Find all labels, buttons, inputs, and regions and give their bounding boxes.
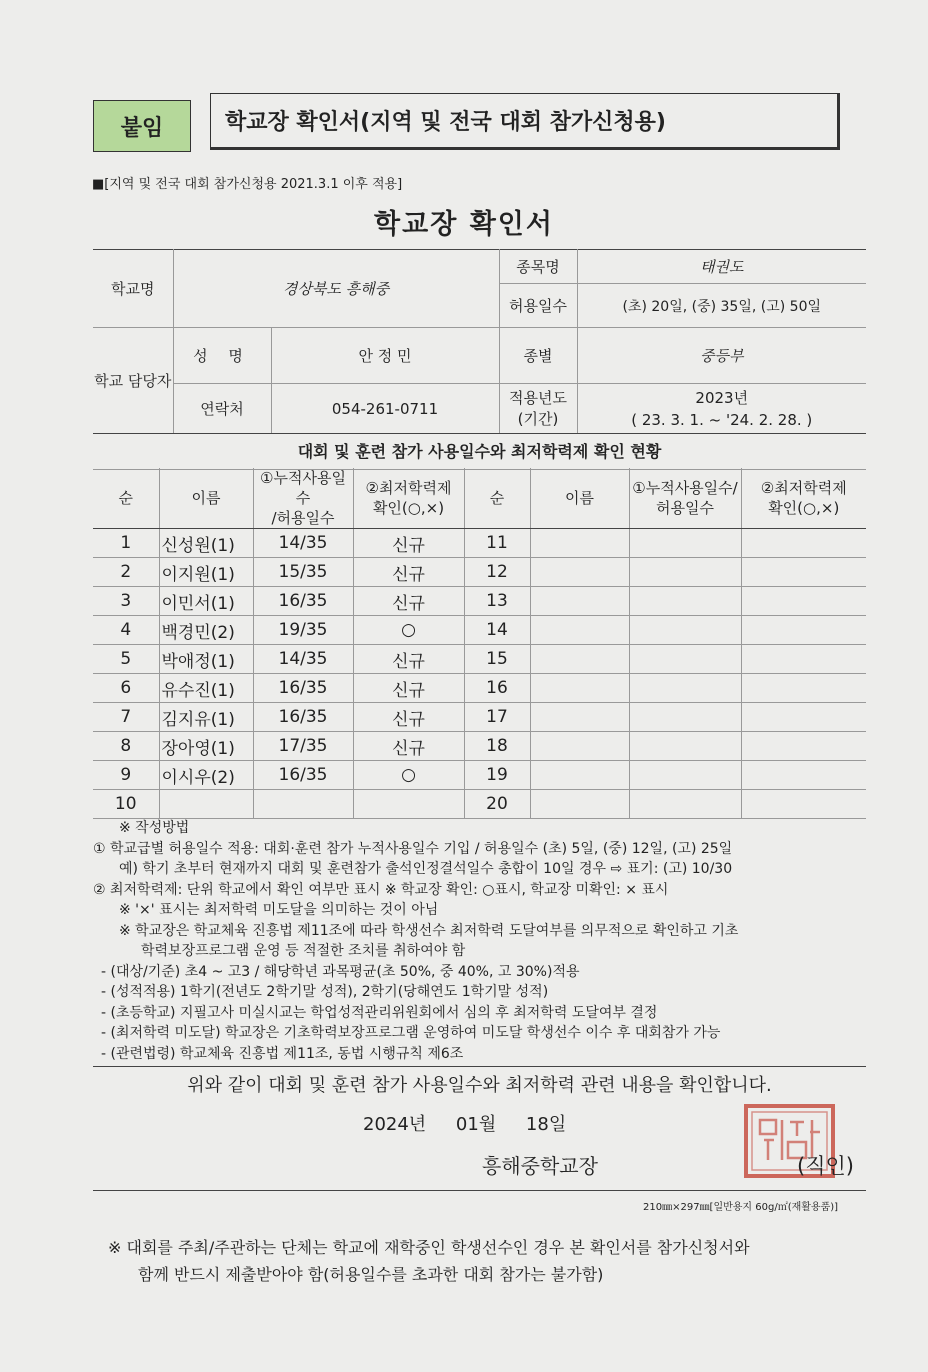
row-no: 6 bbox=[93, 674, 159, 703]
header-acad-2 bbox=[741, 468, 866, 529]
note-line: - (최저학력 미도달) 학교장은 기초학력보장프로그램 운영하여 미도달 학생선수 이수 후 대회참가 가능 bbox=[101, 1025, 721, 1041]
table-row bbox=[93, 587, 866, 616]
row-name: 유수진(1) bbox=[159, 674, 253, 703]
row-acad: 신규 bbox=[353, 529, 464, 558]
row-no-2: 20 bbox=[464, 790, 530, 819]
name-label: 성 명 bbox=[173, 328, 271, 384]
document-title-box: 학교장 확인서(지역 및 전국 대회 참가신청용) bbox=[210, 93, 840, 150]
manager-label: 학교 담당자 bbox=[93, 328, 173, 434]
table-row bbox=[93, 616, 866, 645]
school-value: 경상북도 흥해중 bbox=[173, 250, 499, 328]
row-name-2 bbox=[530, 703, 629, 732]
info-table bbox=[93, 249, 866, 434]
table-row bbox=[93, 790, 866, 819]
note-line: - (대상/기준) 초4 ~ 고3 / 해당학년 과목평균(초 50%, 중 40%, 고 30%)적용 bbox=[101, 963, 580, 980]
year-label-line2: (기간) bbox=[517, 409, 559, 428]
row-acad: 신규 bbox=[353, 558, 464, 587]
row-name-2 bbox=[530, 732, 629, 761]
row-acad: 신규 bbox=[353, 703, 464, 732]
row-days-2 bbox=[629, 761, 741, 790]
row-no-2: 15 bbox=[464, 645, 530, 674]
header-days-line2: /허용일수 bbox=[271, 509, 335, 527]
page-title: 학교장 확인서 bbox=[374, 209, 554, 240]
row-days-2 bbox=[629, 558, 741, 587]
row-no-2: 11 bbox=[464, 529, 530, 558]
header-days-2 bbox=[629, 468, 741, 529]
row-acad: ○ bbox=[353, 616, 464, 645]
row-days-2 bbox=[629, 645, 741, 674]
row-days: 16/35 bbox=[253, 761, 353, 790]
header-acad bbox=[353, 468, 464, 529]
header-acad-line1: ②최저학력제 bbox=[365, 479, 452, 497]
row-acad: ○ bbox=[353, 761, 464, 790]
header-days bbox=[253, 468, 353, 529]
event-value: 태권도 bbox=[577, 250, 866, 284]
row-no: 2 bbox=[93, 558, 159, 587]
row-days-2 bbox=[629, 587, 741, 616]
header-days-line1: ①누적사용일수 bbox=[260, 469, 346, 507]
note-line: - (초등학교) 지필고사 미실시교는 학업성적관리위원회에서 심의 후 최저학력 도달여부 결정 bbox=[101, 1004, 658, 1021]
school-label: 학교명 bbox=[93, 250, 173, 328]
category-value: 중등부 bbox=[577, 328, 866, 384]
row-name: 백경민(2) bbox=[159, 616, 253, 645]
row-name: 김지유(1) bbox=[159, 703, 253, 732]
row-days-2 bbox=[629, 616, 741, 645]
row-acad-2 bbox=[741, 645, 866, 674]
row-acad-2 bbox=[741, 587, 866, 616]
allowed-days-value: (초) 20일, (중) 35일, (고) 50일 bbox=[577, 284, 866, 328]
row-days-2 bbox=[629, 790, 741, 819]
footnote-line2: 함께 반드시 제출받아야 함(허용일수를 초과한 대회 참가는 불가함) bbox=[138, 1265, 604, 1284]
header-no-2: 순 bbox=[464, 468, 530, 529]
table-row bbox=[93, 732, 866, 761]
row-acad: 신규 bbox=[353, 732, 464, 761]
row-no: 7 bbox=[93, 703, 159, 732]
header-acad-2-line1: ②최저학력제 bbox=[760, 479, 847, 497]
row-name-2 bbox=[530, 529, 629, 558]
row-name-2 bbox=[530, 616, 629, 645]
row-no-2: 18 bbox=[464, 732, 530, 761]
writing-method-notes bbox=[93, 818, 873, 1064]
table-row bbox=[93, 674, 866, 703]
row-name: 신성원(1) bbox=[159, 529, 253, 558]
confirmation-statement: 위와 같이 대회 및 훈련 참가 사용일수와 최저학력 관련 내용을 확인합니다. bbox=[93, 1066, 866, 1097]
row-no-2: 17 bbox=[464, 703, 530, 732]
row-acad bbox=[353, 790, 464, 819]
row-acad: 신규 bbox=[353, 645, 464, 674]
row-no-2: 14 bbox=[464, 616, 530, 645]
note-heading: ※ 작성방법 bbox=[119, 820, 190, 836]
row-name: 이시우(2) bbox=[159, 761, 253, 790]
year-label-line1: 적용년도 bbox=[509, 388, 567, 407]
row-days: 16/35 bbox=[253, 703, 353, 732]
table-row bbox=[93, 529, 866, 558]
event-label: 종목명 bbox=[499, 250, 577, 284]
row-days-2 bbox=[629, 529, 741, 558]
row-no: 4 bbox=[93, 616, 159, 645]
footnote-line1: ※ 대회를 주최/주관하는 단체는 학교에 재학중인 학생선수인 경우 본 확인서를 참가신청서와 bbox=[108, 1238, 750, 1257]
year-label bbox=[499, 384, 577, 434]
row-days bbox=[253, 790, 353, 819]
bottom-divider bbox=[93, 1190, 866, 1191]
row-days-2 bbox=[629, 732, 741, 761]
year-value-line2: ( 23. 3. 1. ~ '24. 2. 28. ) bbox=[631, 410, 813, 429]
contact-label: 연락처 bbox=[173, 384, 271, 434]
table-row bbox=[93, 645, 866, 674]
row-no: 10 bbox=[93, 790, 159, 819]
row-days-2 bbox=[629, 703, 741, 732]
header-acad-line2: 확인(○,×) bbox=[372, 499, 445, 517]
attachment-tag: 붙임 bbox=[93, 100, 191, 152]
row-name-2 bbox=[530, 558, 629, 587]
allowed-days-label: 허용일수 bbox=[499, 284, 577, 328]
header-days-2-line2: 허용일수 bbox=[656, 499, 714, 517]
row-no: 9 bbox=[93, 761, 159, 790]
row-name-2 bbox=[530, 761, 629, 790]
row-name bbox=[159, 790, 253, 819]
row-acad-2 bbox=[741, 703, 866, 732]
row-acad: 신규 bbox=[353, 674, 464, 703]
table-row bbox=[93, 558, 866, 587]
header-acad-2-line2: 확인(○,×) bbox=[768, 499, 840, 517]
row-days: 14/35 bbox=[253, 645, 353, 674]
applicability-note: ■[지역 및 전국 대회 참가신청용 2021.3.1 이후 적용] bbox=[92, 177, 403, 192]
row-name: 이지원(1) bbox=[159, 558, 253, 587]
row-name: 박애정(1) bbox=[159, 645, 253, 674]
row-no: 5 bbox=[93, 645, 159, 674]
row-no-2: 13 bbox=[464, 587, 530, 616]
row-acad-2 bbox=[741, 732, 866, 761]
note-line: ② 최저학력제: 단위 학교에서 확인 여부만 표시 ※ 학교장 확인: ○표시, 학교장 미확인: × 표시 bbox=[93, 881, 669, 898]
header-no: 순 bbox=[93, 468, 159, 529]
row-acad-2 bbox=[741, 616, 866, 645]
row-name-2 bbox=[530, 790, 629, 819]
seal-label: (직인) bbox=[797, 1154, 854, 1178]
row-days: 19/35 bbox=[253, 616, 353, 645]
table-header-row bbox=[93, 468, 866, 529]
note-line: - (관련법령) 학교체육 진흥법 제11조, 동법 시행규칙 제6조 bbox=[101, 1045, 464, 1062]
row-acad-2 bbox=[741, 790, 866, 819]
note-line: ※ 학교장은 학교체육 진흥법 제11조에 따라 학생선수 최저학력 도달여부를 의무적으로 확인하고 기초 bbox=[119, 922, 739, 939]
note-line: - (성적적용) 1학기(전년도 2학기말 성적), 2학기(당해연도 1학기말 성적) bbox=[101, 984, 549, 1000]
year-value bbox=[577, 384, 866, 434]
note-line: 예) 학기 초부터 현재까지 대회 및 훈련참가 출석인정결석일수 총합이 10일 경우 ⇨ 표기: (고) 10/30 bbox=[119, 861, 733, 877]
row-acad-2 bbox=[741, 558, 866, 587]
category-label: 종별 bbox=[499, 328, 577, 384]
row-name: 이민서(1) bbox=[159, 587, 253, 616]
header-days-2-line1: ①누적사용일수/ bbox=[632, 479, 738, 497]
submission-footnote bbox=[108, 1234, 750, 1288]
row-no-2: 12 bbox=[464, 558, 530, 587]
row-no: 3 bbox=[93, 587, 159, 616]
row-name-2 bbox=[530, 674, 629, 703]
row-name-2 bbox=[530, 645, 629, 674]
issue-date: 2024년 01월 18일 bbox=[363, 1114, 567, 1135]
row-acad-2 bbox=[741, 761, 866, 790]
row-name-2 bbox=[530, 587, 629, 616]
principal-signature-line: 흥해중학교장 bbox=[482, 1154, 598, 1178]
status-section-title: 대회 및 훈련 참가 사용일수와 최저학력제 확인 현황 bbox=[93, 433, 866, 470]
row-days: 15/35 bbox=[253, 558, 353, 587]
row-no-2: 16 bbox=[464, 674, 530, 703]
contact-value: 054-261-0711 bbox=[271, 384, 499, 434]
header-name: 이름 bbox=[159, 468, 253, 529]
note-line: 학력보장프로그램 운영 등 적절한 조치를 취하여야 함 bbox=[141, 943, 466, 959]
row-acad-2 bbox=[741, 529, 866, 558]
row-acad: 신규 bbox=[353, 587, 464, 616]
row-days-2 bbox=[629, 674, 741, 703]
paper-spec: 210㎜×297㎜[일반용지 60g/㎡(재활용품)] bbox=[643, 1202, 839, 1213]
note-line: ① 학교급별 허용일수 적용: 대회·훈련 참가 누적사용일수 기입 / 허용일수 (초) 5일, (중) 12일, (고) 25일 bbox=[93, 840, 733, 857]
note-line: ※ '×' 표시는 최저학력 미도달을 의미하는 것이 아님 bbox=[119, 902, 439, 918]
row-no: 8 bbox=[93, 732, 159, 761]
row-acad-2 bbox=[741, 674, 866, 703]
name-value: 안 정 민 bbox=[271, 328, 499, 384]
row-no: 1 bbox=[93, 529, 159, 558]
status-table bbox=[93, 468, 866, 819]
row-days: 14/35 bbox=[253, 529, 353, 558]
table-row bbox=[93, 761, 866, 790]
year-value-line1: 2023년 bbox=[695, 388, 749, 407]
row-days: 16/35 bbox=[253, 587, 353, 616]
header-name-2: 이름 bbox=[530, 468, 629, 529]
row-no-2: 19 bbox=[464, 761, 530, 790]
row-name: 장아영(1) bbox=[159, 732, 253, 761]
row-days: 17/35 bbox=[253, 732, 353, 761]
table-row bbox=[93, 703, 866, 732]
row-days: 16/35 bbox=[253, 674, 353, 703]
